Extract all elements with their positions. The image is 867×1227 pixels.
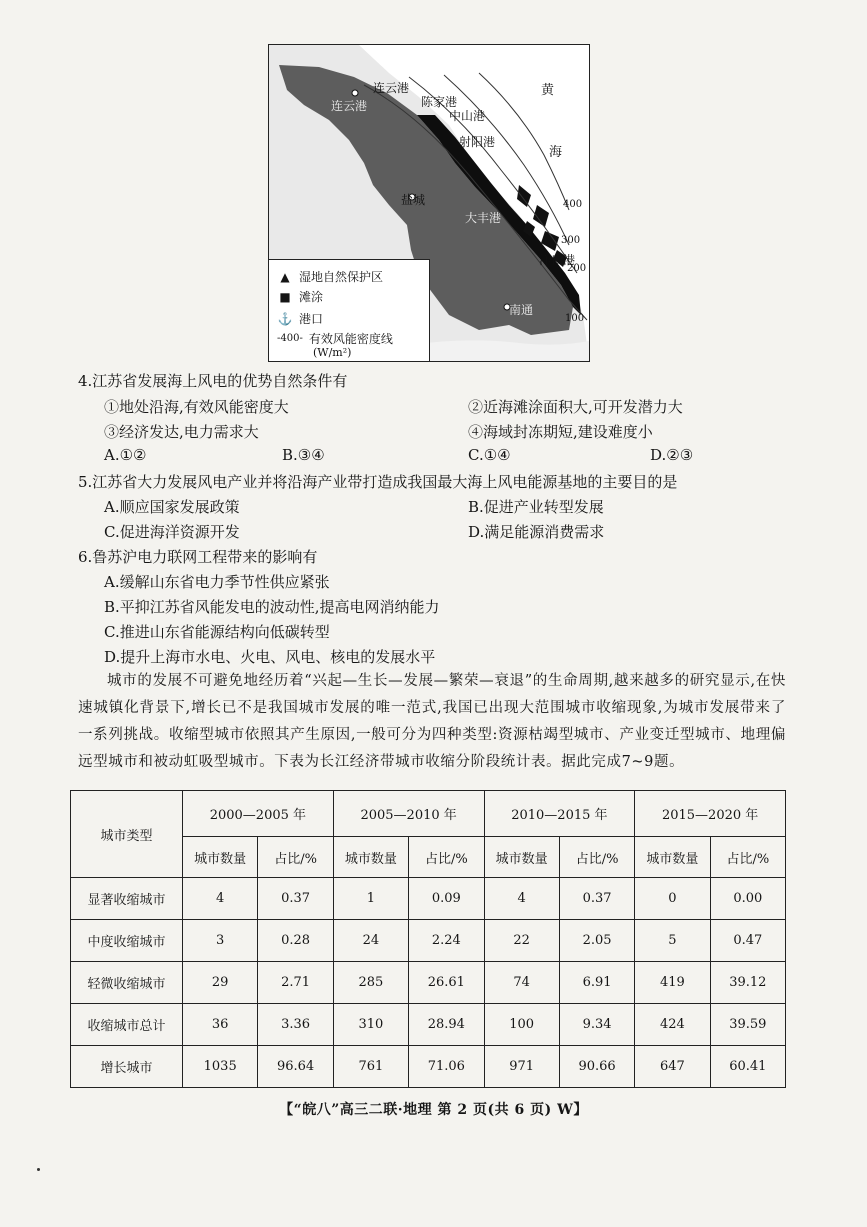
legend-wetland: [277, 268, 383, 285]
table-cell: 9.34: [559, 1004, 634, 1046]
table-cell: 310: [333, 1004, 408, 1046]
header-city-type: 城市类型: [71, 791, 183, 878]
q6-option-d: D.提升上海市水电、火电、风电、核电的发展水平: [104, 648, 436, 666]
table-cell: 100: [484, 1004, 559, 1046]
city-shrinkage-table: [70, 790, 786, 1088]
q5-option-a: A.顺应国家发展政策: [104, 498, 240, 516]
table-cell: 28.94: [409, 1004, 484, 1046]
contour-label-100: 100: [565, 313, 585, 324]
scan-speck: [37, 1168, 40, 1171]
table-cell: 1: [333, 878, 408, 920]
sub-ratio: 占比/%: [409, 837, 484, 878]
table-cell: 6.91: [559, 962, 634, 1004]
table-cell: 4: [183, 878, 258, 920]
tidal-flat-icon: ■: [279, 289, 291, 304]
table-cell: 3.36: [258, 1004, 333, 1046]
port-label-zhongshan: 中山港: [449, 109, 486, 123]
row-label: 轻微收缩城市: [71, 962, 183, 1004]
row-label: 中度收缩城市: [71, 920, 183, 962]
question-4-stem: 4.江苏省发展海上风电的优势自然条件有: [78, 372, 348, 390]
table-header-row: [71, 791, 786, 837]
q4-option-a: A.①②: [104, 446, 147, 464]
port-label-sheyang: 射阳港: [459, 135, 496, 149]
sub-ratio: 占比/%: [258, 837, 333, 878]
table-cell: 647: [635, 1046, 710, 1088]
legend-contour-label: 有效风能密度线: [308, 332, 393, 346]
sub-ratio: 占比/%: [559, 837, 634, 878]
table-cell: 96.64: [258, 1046, 333, 1088]
table-cell: 26.61: [409, 962, 484, 1004]
table-cell: 0.37: [258, 878, 333, 920]
table-cell: 424: [635, 1004, 710, 1046]
question-5-stem: 5.江苏省大力发展风电产业并将沿海产业带打造成我国最大海上风电能源基地的主要目的是: [78, 473, 678, 491]
table-cell: 3: [183, 920, 258, 962]
sub-count: 城市数量: [183, 837, 258, 878]
legend-port: [277, 310, 323, 327]
question-6-stem: 6.鲁苏沪电力联网工程带来的影响有: [78, 548, 318, 566]
q5-option-d: D.满足能源消费需求: [468, 523, 605, 541]
port-label-yangkou: 洋口港: [539, 253, 576, 267]
table-row: [71, 1004, 786, 1046]
table-cell: 971: [484, 1046, 559, 1088]
legend-tidal-flat: [277, 288, 323, 305]
anchor-icon: ⚓: [277, 311, 293, 326]
sub-count: 城市数量: [333, 837, 408, 878]
header-period-1: 2000—2005 年: [183, 791, 334, 837]
q4-statement-1: ①地处沿海,有效风能密度大: [104, 398, 289, 416]
table-cell: 761: [333, 1046, 408, 1088]
sea-label-1: 黄: [541, 83, 555, 98]
table-row: [71, 962, 786, 1004]
table-cell: 29: [183, 962, 258, 1004]
q4-statement-3: ③经济发达,电力需求大: [104, 423, 259, 441]
city-label-lianyungang: 连云港: [331, 99, 368, 113]
table-cell: 419: [635, 962, 710, 1004]
q4-option-c: C.①④: [468, 446, 511, 464]
table-row: [71, 1046, 786, 1088]
legend-port-label: 港口: [299, 312, 324, 326]
legend-wetland-label: 湿地自然保护区: [299, 270, 384, 284]
row-label: 收缩城市总计: [71, 1004, 183, 1046]
table-cell: 39.59: [710, 1004, 785, 1046]
table-cell: 22: [484, 920, 559, 962]
page-footer: 【“皖八”高三二联·地理 第 2 页(共 6 页) W】: [279, 1102, 588, 1118]
q4-option-d: D.②③: [650, 446, 694, 464]
header-period-4: 2015—2020 年: [635, 791, 786, 837]
legend-contour: [277, 330, 393, 347]
contour-label-400: 400: [563, 199, 583, 210]
sub-ratio: 占比/%: [710, 837, 785, 878]
table-cell: 5: [635, 920, 710, 962]
q6-option-c: C.推进山东省能源结构向低碳转型: [104, 623, 330, 641]
q6-option-b: B.平抑江苏省风能发电的波动性,提高电网消纳能力: [104, 598, 440, 616]
table-cell: 4: [484, 878, 559, 920]
header-period-2: 2005—2010 年: [333, 791, 484, 837]
sub-count: 城市数量: [635, 837, 710, 878]
sub-count: 城市数量: [484, 837, 559, 878]
table-row: [71, 878, 786, 920]
table-cell: 24: [333, 920, 408, 962]
q4-statement-4: ④海域封冻期短,建设难度小: [468, 423, 653, 441]
table-cell: 36: [183, 1004, 258, 1046]
table-cell: 60.41: [710, 1046, 785, 1088]
contour-label-300: 300: [561, 235, 581, 246]
contour-label-200: 200: [567, 263, 587, 274]
table-cell: 0.09: [409, 878, 484, 920]
legend-contour-value: -400-: [277, 333, 303, 344]
sea-label-2: 海: [549, 145, 563, 160]
table-row: [71, 920, 786, 962]
table-cell: 90.66: [559, 1046, 634, 1088]
header-period-3: 2010—2015 年: [484, 791, 635, 837]
row-label: 增长城市: [71, 1046, 183, 1088]
table-cell: 0.47: [710, 920, 785, 962]
map-legend: [269, 259, 430, 362]
wetland-icon: ▲: [280, 269, 290, 284]
q5-option-b: B.促进产业转型发展: [468, 498, 604, 516]
table-cell: 0.00: [710, 878, 785, 920]
q4-statement-2: ②近海滩涂面积大,可开发潜力大: [468, 398, 683, 416]
city-label-yancheng: 盐城: [401, 193, 426, 207]
table-cell: 2.71: [258, 962, 333, 1004]
coastal-map: [268, 44, 590, 362]
table-cell: 0.37: [559, 878, 634, 920]
port-label-chenjiagang: 陈家港: [421, 95, 458, 109]
table-cell: 0: [635, 878, 710, 920]
row-label: 显著收缩城市: [71, 878, 183, 920]
q5-option-c: C.促进海洋资源开发: [104, 523, 240, 541]
table-cell: 2.05: [559, 920, 634, 962]
q4-option-b: B.③④: [282, 446, 325, 464]
port-label-lianyungang: 连云港: [373, 81, 410, 95]
table-cell: 39.12: [710, 962, 785, 1004]
city-label-nantong: 南通: [509, 303, 534, 317]
passage-text: 城市的发展不可避免地经历着“兴起—生长—发展—繁荣—衰退”的生命周期,越来越多的研究显示,在快速城镇化背景下,增长已不是我国城市发展的唯一范式,我国已出现大范围城市收缩现象,为城市发展带来了一系列挑战。收缩型城市依照其产生原因,一般可分为四种类型:资源枯竭型城市、产业变迁型城市、地理偏远型城市和被动虹吸型城市。下表为长江经济带城市收缩分阶段统计表。据此完成7~9题。: [78, 673, 786, 770]
port-label-dafeng: 大丰港: [465, 211, 502, 225]
table-cell: 285: [333, 962, 408, 1004]
table-cell: 1035: [183, 1046, 258, 1088]
table-cell: 74: [484, 962, 559, 1004]
legend-tidal-flat-label: 滩涂: [299, 290, 324, 304]
table-cell: 2.24: [409, 920, 484, 962]
table-cell: 0.28: [258, 920, 333, 962]
q6-option-a: A.缓解山东省电力季节性供应紧张: [104, 573, 330, 591]
legend-unit: (W/m²): [313, 346, 352, 359]
table-cell: 71.06: [409, 1046, 484, 1088]
